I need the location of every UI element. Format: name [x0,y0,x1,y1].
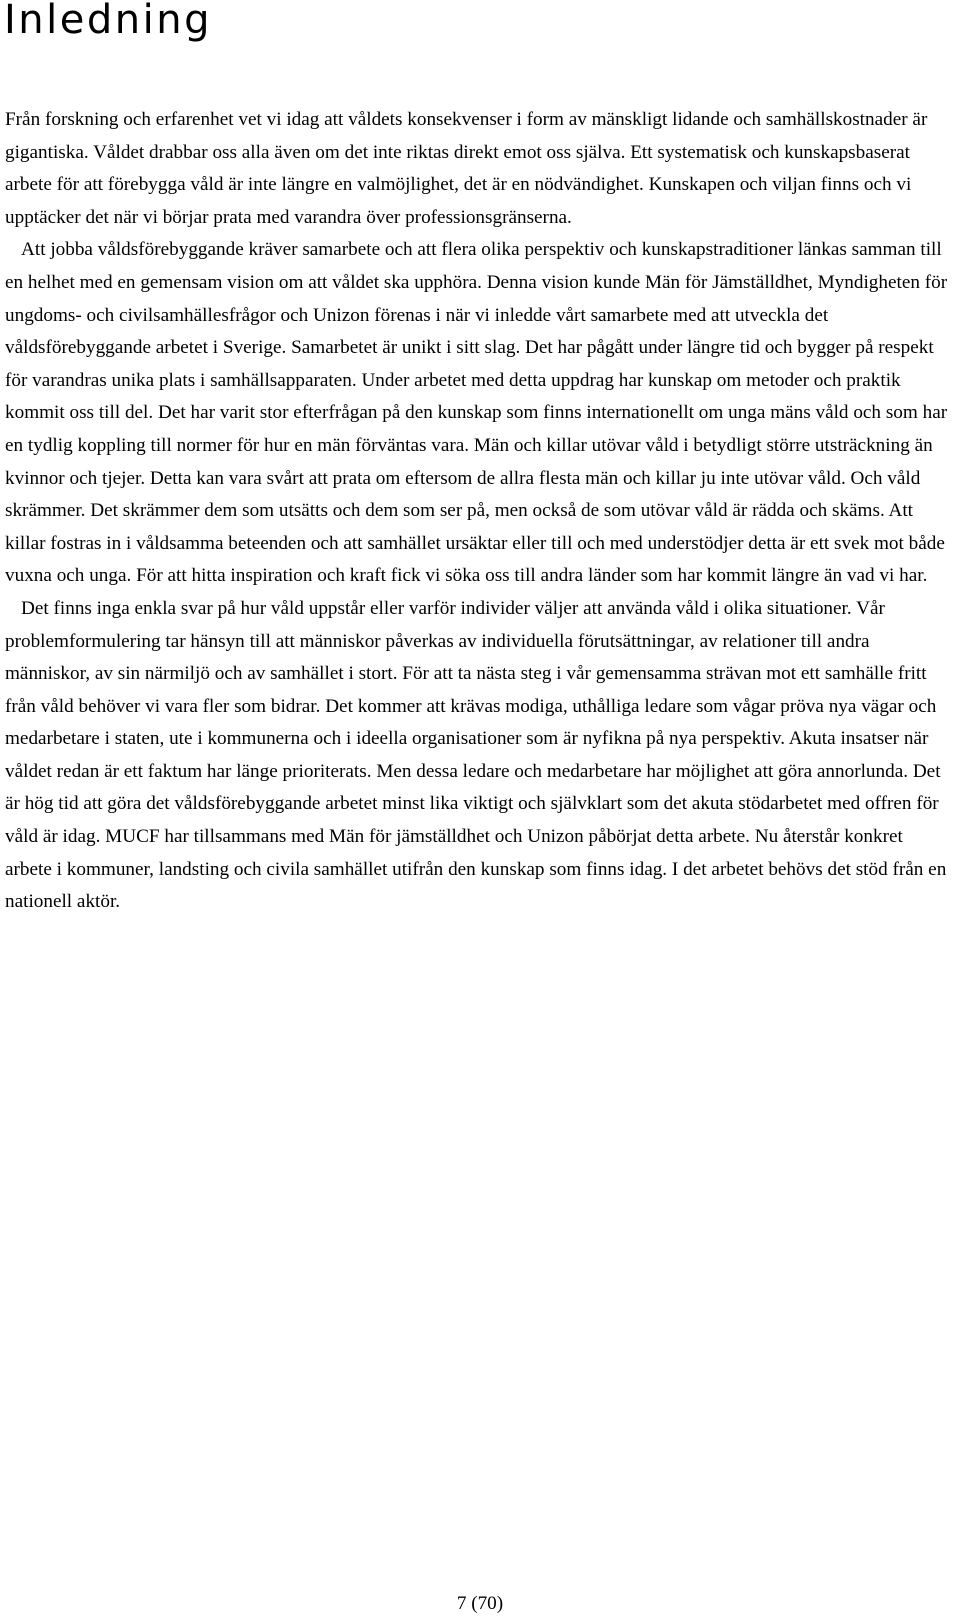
paragraph-1: Från forskning och erfarenhet vet vi idag att våldets konsekvenser i form av mänskligt lidande och samhällskostnader är gigantiska. Våldet drabbar oss alla även om det inte riktas direkt emot oss själva. Ett systematisk och kunskapsbaserat arbete för att förebygga våld är inte längre en valmöjlighet, det är en nödvändighet. Kunskapen och viljan finns och vi upptäcker det när vi börjar prata med varandra över professionsgränserna. [5,109,928,228]
paragraph-3: Det finns inga enkla svar på hur våld uppstår eller varför individer väljer att använda våld i olika situationer. Vår problemformulering tar hänsyn till att människor påverkas av individuella förutsättningar, av relationer till andra människor, av sin närmiljö och av samhället i stort. För att ta nästa steg i vår gemensamma strävan mot ett samhälle fritt från våld behöver vi vara fler som bidrar. Det kommer att krävas modiga, uthålliga ledare som vågar pröva nya vägar och medarbetare i staten, ute i kommunerna och i ideella organisationer som är nyfikna på nya perspektiv. Akuta insatser när våldet redan är ett faktum har länge prioriterats. Men dessa ledare och medarbetare har möjlighet att göra annorlunda. Det är hög tid att göra det våldsförebyggande arbetet minst lika viktigt och självklart som det akuta stödarbetet med offren för våld är idag. MUCF har tillsammans med Män för jämställdhet och Unizon påbörjat detta arbete. Nu återstår konkret arbete i kommuner, landsting och civila samhället utifrån den kunskap som finns idag. I det arbetet behövs det stöd från en nationell aktör. [5,597,947,913]
body-text [5,104,953,919]
paragraph-2: Att jobba våldsförebyggande kräver samarbete och att flera olika perspektiv och kunskapstraditioner länkas samman till en helhet med en gemensam vision om att våldet ska upphöra. Denna vision kunde Män för Jämställdhet, Myndigheten för ungdoms- och civilsamhällesfrågor och Unizon förenas i när vi inledde vårt samarbete med att utveckla det våldsförebyggande arbetet i Sverige. Samarbetet är unikt i sitt slag. Det har pågått under längre tid och bygger på respekt för varandras unika plats i samhällsapparaten. Under arbetet med detta uppdrag har kunskap om metoder och praktik kommit oss till del. Det har varit stor efterfrågan på den kunskap som finns internationellt om unga mäns våld och som har en tydlig koppling till normer för hur en män förväntas vara. Män och killar utövar våld i betydligt större utsträckning än kvinnor och tjejer. Detta kan vara svårt att prata om eftersom de allra flesta män och killar ju inte utövar våld. Och våld skrämmer. Det skrämmer dem som utsätts och dem som ser på, men också de som utövar våld är rädda och skäms. Att killar fostras in i våldsamma beteenden och att samhället ursäktar eller till och med understödjer detta är ett svek mot både vuxna och unga. För att hitta inspiration och kraft fick vi söka oss till andra länder som har kommit längre än vad vi har. [5,239,948,587]
page-number: 7 (70) [456,1593,504,1614]
page-title: Inledning [4,0,212,43]
